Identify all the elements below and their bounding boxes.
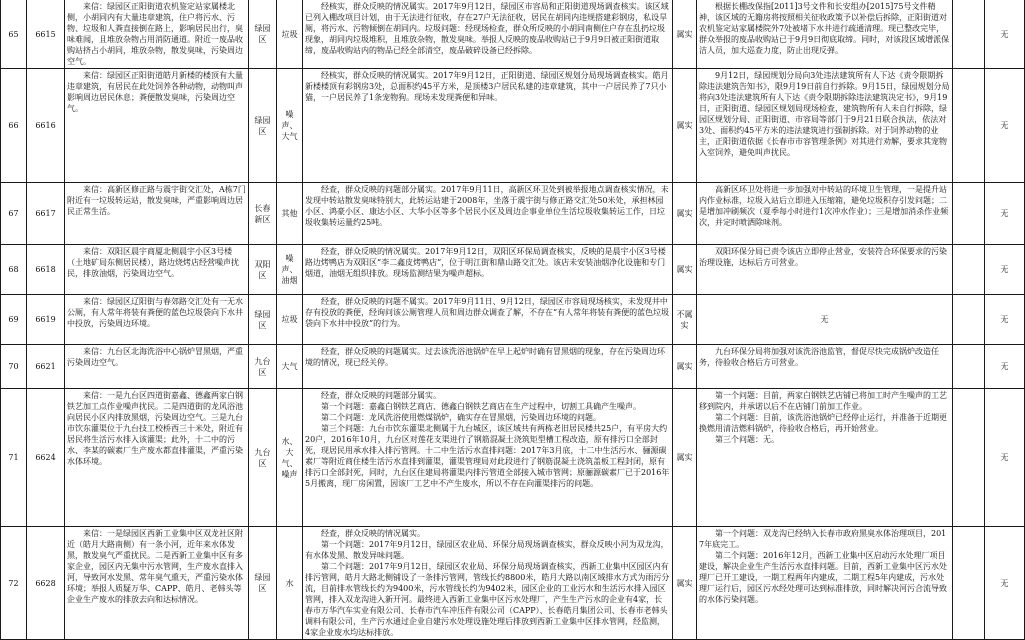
findings-paragraph: 第一个问题：嘉鑫白钢铁艺商店、德鑫白钢铁艺商店在生产过程中，切割工具确产生噪声。 — [321, 402, 641, 411]
handling-cell: 无 — [697, 295, 953, 345]
accountability-cell — [953, 0, 985, 69]
district-cell: 绿园区 — [249, 527, 277, 640]
seq-cell: 70 — [1, 345, 27, 389]
pollution-type-cell: 水、大气、噪声 — [277, 389, 303, 527]
table-row — [1, 183, 1025, 245]
district-cell: 绿园区 — [249, 295, 277, 345]
accountability-cell — [953, 295, 985, 345]
findings-paragraph: 第二个问题：2017年9月12日，绿园区农业局、环保分局现场调查核实，西新工业集中区园区内有排污管网，皓月大路北侧铺设了一条排污管网，管线长约8800米，皓月大路以南区域排水方式为雨污分流，目前排水管线长约为9400米，污水管线长约为9402米，园区企业的工业污水和生活污水排入园区管网，排入双龙沟进入新开河。最终进入西新工业集中区污水处理厂，产生生产污水的企业有4家，长春市万华汽车实业有限公司、长春市汽车冲压件有限公司（CAPP）、长春皓月集团公司、长春市老韩头调料有限公司，生产污水通过企业自建污水处理设施处理后排放到西新工业集中区排水管网，经监测，4家企业废水均达标排放。 — [305, 562, 670, 637]
accountability-cell: 无 — [985, 69, 1025, 183]
findings-cell: 经查，群众反映的问题属实。过去该洗浴池锅炉在早上起炉时确有冒黑烟的现象，存在污染周边环境的情况，现已经关停。 — [303, 345, 673, 389]
table-row — [1, 0, 1025, 69]
accountability-cell — [953, 389, 985, 527]
findings-cell: 经核实，群众反映的情况属实。2017年9月12日，正阳街道、绿园区规划分局现场调查核实。皓月新楼楼顶有彩钢房3处，总面积约45平方米，是顶楼3户居民私建的违章建筑，其中一户居民养了7只小猫，一户居民养了1条宠物狗。现场未发现粪便和异味。 — [303, 69, 673, 183]
seq-cell: 67 — [1, 183, 27, 245]
district-cell: 长春新区 — [249, 183, 277, 245]
verdict-cell: 属实 — [673, 0, 697, 69]
case-id-cell: 6618 — [27, 245, 65, 295]
district-cell: 九台区 — [249, 345, 277, 389]
findings-cell: 经核实，群众反映的情况属实。2017年9月12日，绿园区市容局和正阳街道现场调查核实。该区域已列入棚改项目计划，由于无法进行征收，存在27户无法征收，居民在胡同内违规搭建彩钢房，私设旱厕，将污水、污物倾倒在胡同内。垃圾问题：经现场检查，群众所反映的小胡同南侧住户存在乱扔垃圾现象，胡同内垃圾堆积，且堆放杂物，散发臭味。举报人反映的废品收购站已于9月9日被正阳街道取缔，废品收购站内的物品已经全部清空，废品破碎设备已经拆除。 — [303, 0, 673, 69]
pollution-type-cell: 垃圾 — [277, 0, 303, 69]
accountability-cell — [953, 345, 985, 389]
district-cell: 绿园区 — [249, 69, 277, 183]
seq-cell: 71 — [1, 389, 27, 527]
findings-cell — [303, 389, 673, 527]
handling-paragraph: 第一个问题：双龙沟已经纳入长春市政府黑臭水体治理项目，2017年底完工。 — [699, 529, 947, 549]
findings-cell: 经查，群众反映的情况属实。2017年9月12日，双阳区环保局调查核实，反映的是晨宇小区3号楼路边烤鸭店为双阳区“李二鑫皮烤鸭店”，位于明江街和鼎山路交汇处。该店未安装油烟净化设施和专门烟道，油烟无组织排放。现场监测结果为噪声超标。 — [303, 245, 673, 295]
seq-cell: 68 — [1, 245, 27, 295]
pollution-type-cell: 噪声、油烟 — [277, 245, 303, 295]
handling-cell — [697, 389, 953, 527]
complaint-cell: 来信：一是绿园区西新工业集中区双龙社区附近（皓月大路南侧）有一条小河，近年来水体发黑，散发臭气严重扰民。二是西新工业集中区有多家企业，园区内无集中污水管网，生产废水直排入河，导致河水发黑、常年臭气熏天，严重污染水体环境；举报人质疑万华、CAPP、皓月、老韩头等企业生产废水的排放去向和达标情况。 — [65, 527, 249, 640]
accountability-cell: 无 — [985, 0, 1025, 69]
accountability-cell — [953, 527, 985, 640]
handling-cell: 九台环保分局将加强对该洗浴池监管，督促尽快完成锅炉改造任务，待验收合格后方可营业。 — [697, 345, 953, 389]
accountability-cell — [953, 69, 985, 183]
findings-paragraph: 经查，群众反映的情况属实。 — [321, 529, 425, 538]
findings-cell: 经查，群众反映的问题部分属实。2017年9月11日，高新区环卫处到被举报地点调查核实情况，未发现中转站散发臭味特别大，此转运站建于2008年，坐落于震宇街与修正路交汇处50米处，承担林园小区、鸿豪小区、康达小区、大华小区等多个居民小区及周边企事业单位生活垃圾收集转运工作，日垃圾收集转运量约25吨。 — [303, 183, 673, 245]
findings-paragraph: 第二个问题：龙风洗浴使用燃煤锅炉，确实存在冒黑烟，污染周边环境的问题。 — [321, 413, 601, 422]
handling-paragraph: 第二个问题：目前，该洗浴池锅炉已经停止运行，并准备于近期更换燃用清洁燃料锅炉，待验收合格后，再开始营业。 — [699, 413, 947, 433]
findings-paragraph: 经查，群众反映的问题部分属实。 — [321, 391, 441, 400]
table-row — [1, 345, 1025, 389]
case-id-cell: 6616 — [27, 69, 65, 183]
table-row — [1, 69, 1025, 183]
verdict-cell: 属实 — [673, 245, 697, 295]
seq-cell: 72 — [1, 527, 27, 640]
accountability-cell — [953, 245, 985, 295]
pollution-type-cell: 大气 — [277, 345, 303, 389]
verdict-cell: 属实 — [673, 389, 697, 527]
handling-cell: 9月12日，绿园规划分局向3处违法建筑所有人下达《责令限期拆除违法建筑告知书》，限9月19日前自行拆除。9月15日，绿园规划分局将向3处违法建筑所有人下达《责令限期拆除违法建筑决定书》，9月19日，正阳街道、绿园区规划局现场检查，建筑物所有人未自行拆除，绿园区规划分局、正阳街道、市容局等部门于9月21日联合执法，依法对3处、面积约45平方米的违法建筑进行强制拆除。对于饲养动物的业主，正阳街道依据《长春市市容管理条例》对其进行劝解，要求其宠物入室饲养，避免叫声扰民。 — [697, 69, 953, 183]
handling-paragraph: 第三个问题：无。 — [715, 435, 779, 444]
case-id-cell: 6617 — [27, 183, 65, 245]
seq-cell: 65 — [1, 0, 27, 69]
case-id-cell: 6624 — [27, 389, 65, 527]
handling-cell: 双阳环保分局已责令该店立即停止营业，安装符合环保要求的污染治理设施，达标后方可营业。 — [697, 245, 953, 295]
case-id-cell: 6615 — [27, 0, 65, 69]
complaint-cell: 来信：双阳区晨宇商厦北侧晨宇小区3号楼（土地矿局东侧居民楼），路边烧烤店经营噪声扰民，排放油烟，污染周边空气。 — [65, 245, 249, 295]
table-row — [1, 245, 1025, 295]
accountability-cell: 无 — [985, 345, 1025, 389]
findings-paragraph: 第三个问题：九台市饮东灌渠北侧属于九台城区，该区域共有两栋老旧居民楼共25户，有平房大约20户，2016年10月，九台区对莲花支渠进行了钢筋混凝土浇筑矩型槽工程改造，原有排污口全部封死，现居民用承水排入排污管网。十二中生活污水直排问题：2017年3月底，十二中生活污水、骊源碳素厂等附近商住楼生活污水直排到灌渠，灌渠管理局对此段进行了钢筋混凝土浇筑盖板工程封闭，原有排污口全部封死，同时，九台区住建局将灌渠内排污管道全部接入城市管网；原骊源碳素厂已于2016年5月搬离，现厂房闲置，因该厂工艺中不产生废水，所以不存在向灌渠排污的问题。 — [305, 424, 670, 488]
findings-cell — [303, 527, 673, 640]
complaint-cell: 来信：高新区修正路与震宇街交汇处，A栋7门附近有一垃圾转运站，散发臭味，严重影响周边居民正常生活。 — [65, 183, 249, 245]
case-id-cell: 6621 — [27, 345, 65, 389]
accountability-cell: 无 — [985, 245, 1025, 295]
district-cell: 九台区 — [249, 389, 277, 527]
seq-cell: 69 — [1, 295, 27, 345]
seq-cell: 66 — [1, 69, 27, 183]
pollution-type-cell: 垃圾 — [277, 295, 303, 345]
handling-cell: 高新区环卫处将进一步加强对中转站的环境卫生管理，一是提升站内作业标准，垃圾入站后立即进入压缩箱，避免垃圾积存引发问题；二是增加冲刷频次（夏季每小时进行1次冲水作业）；三是增加消杀作业频次，并定时喷洒除味剂。 — [697, 183, 953, 245]
accountability-cell: 无 — [985, 527, 1025, 640]
complaint-cell: 来信：绿园区正阳街道农机鉴定站家属楼北侧，小胡同内有大量违章建筑，住户将污水、污物、垃圾和人粪直接倒在路上，影响居民出行，臭味难闻，且堆放杂物占用消防通道。附近一废品收购站挤占小胡同，堆放杂物，散发臭味，污染周边空气。 — [65, 0, 249, 69]
pollution-type-cell: 水 — [277, 527, 303, 640]
verdict-cell: 属实 — [673, 69, 697, 183]
complaint-cell: 来信：一是九台区四道街嘉鑫、德鑫两家白钢铁艺加工点作业噪声扰民。二是四道街的龙风浴池向居民小区内排放黑烟，污染周边空气。三是九台市饮东灌渠位于九台技工校桥西三十米处，附近有居民将生活污水排入该灌渠；此外，十二中的污水、李某的碳素厂生产废水都直排灌渠，严重污染水体环境。 — [65, 389, 249, 527]
handling-cell: 根据长棚改保指[2011]3号文件和长安组办[2015]75号文件精神，该区域的无籍房将按照相关征收政策予以补偿后拆除，正阳街道对农机鉴定站家属楼院外7处被堵下水井进行疏通清理。现已整改完毕，群众举报的废品收购站已于9月9日彻底取缔。同时，对该段区域增派保洁人员，加大巡查力度，防止出现反弹。 — [697, 0, 953, 69]
verdict-cell: 不属实 — [673, 295, 697, 345]
handling-paragraph: 第二个问题：2016年12月，西新工业集中区启动污水处理厂项目建设，解决企业生产生活污水直排问题。目前，西新工业集中区污水处理厂已开工建设，一期工程两年内建成，二期工程5年内建成，污水处理厂运行后，园区污水经处理可达到标准排放，同时解决河污合流导致的水体污染问题。 — [699, 551, 947, 604]
complaint-cell: 来信：九台区北海洗浴中心锅炉冒黑烟，严重污染周边空气。 — [65, 345, 249, 389]
handling-cell — [697, 527, 953, 640]
accountability-cell: 无 — [985, 183, 1025, 245]
table-row — [1, 527, 1025, 640]
case-id-cell: 6628 — [27, 527, 65, 640]
findings-cell: 经查，群众反映的问题不属实。2017年9月11日、9月12日，绿园区市容局现场核实，未发现井中存有投放的粪便，经询问该公厕管理人员和周边群众调查了解，不存在“有人常年将装有粪便的蓝色垃圾袋向下水井中投放”的行为。 — [303, 295, 673, 345]
district-cell: 双阳区 — [249, 245, 277, 295]
district-cell: 绿园区 — [249, 0, 277, 69]
pollution-type-cell: 噪声、大气 — [277, 69, 303, 183]
table-row — [1, 389, 1025, 527]
findings-paragraph: 第一个问题：2017年9月12日，绿园区农业局、环保分局现场调查核实，群众反映小河为双龙沟，有水体发黑、散发异味问题。 — [305, 540, 669, 560]
complaint-cell: 来信：绿园区正阳街道皓月新楼的楼顶有大量违章建筑，有居民在此处饲养各种动物，动物叫声影响周边居民休息；粪便散发臭味，污染周边空气。 — [65, 69, 249, 183]
verdict-cell: 属实 — [673, 527, 697, 640]
verdict-cell: 属实 — [673, 345, 697, 389]
pollution-type-cell: 其他 — [277, 183, 303, 245]
case-id-cell: 6619 — [27, 295, 65, 345]
complaint-cell: 来信：绿园区辽阳街与春郊路交汇处有一无水公厕，有人常年将装有粪便的蓝色垃圾袋向下水井中投放，污染周边环境。 — [65, 295, 249, 345]
handling-paragraph: 第一个问题：目前，两家白钢铁艺店铺已将加工时产生噪声的工艺移到院内，并承诺以后不在店铺门前加工作业。 — [699, 391, 947, 411]
accountability-cell: 无 — [985, 295, 1025, 345]
accountability-cell: 无 — [985, 389, 1025, 527]
verdict-cell: 属实 — [673, 183, 697, 245]
table-row — [1, 295, 1025, 345]
accountability-cell — [953, 183, 985, 245]
